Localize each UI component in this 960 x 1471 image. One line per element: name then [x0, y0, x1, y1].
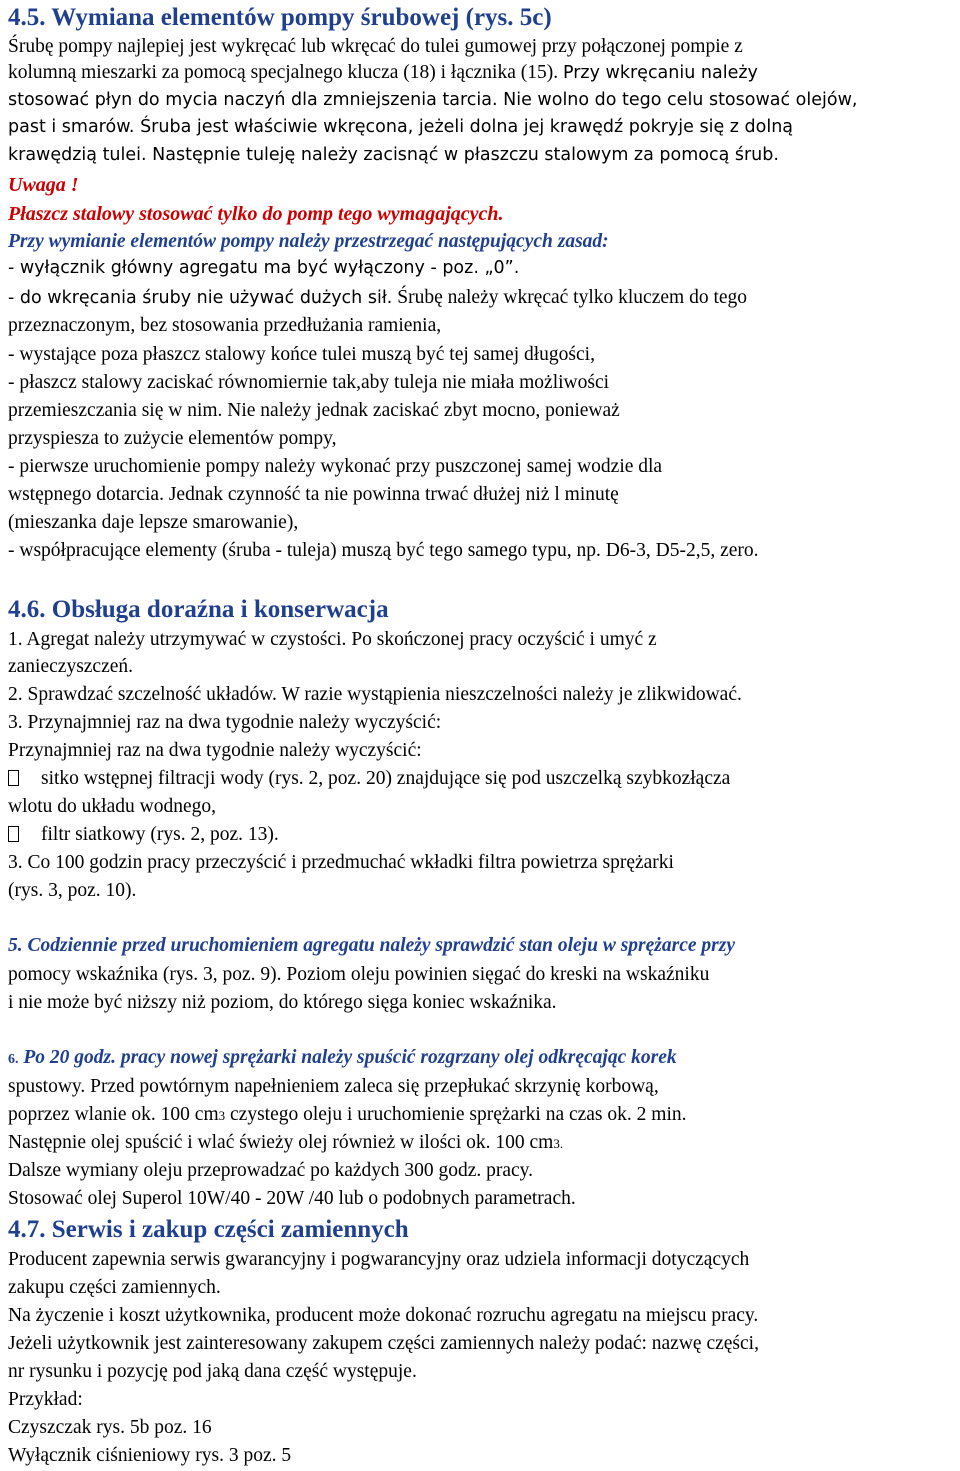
superscript-3: 3	[218, 1108, 226, 1123]
item6-line	[8, 1048, 677, 1068]
text-line: Przynajmniej raz na dwa tygodnie należy wyczyścić:	[8, 740, 422, 761]
rule-line	[8, 401, 620, 421]
text-line	[8, 119, 793, 137]
rule-line: - płaszcz stalowy zaciskać równomiernie tak,aby tuleja nie miała możliwości	[8, 372, 610, 393]
text-span: Jednak czynność ta nie powinna trwać dłużej niż l minutę	[168, 484, 619, 505]
bullet-line	[8, 769, 730, 789]
text-span: pomocy wskaźnika (rys. 3, poz. 9).	[8, 964, 282, 985]
text-line: nr rysunku i pozycję pod jaką dana część występuje.	[8, 1361, 417, 1382]
text-span: filtr siatkowy (rys. 2, poz. 13).	[41, 824, 279, 845]
text-span: Następnie olej spuścić i wlać świeży olej również w ilości ok. 100 cm	[8, 1132, 554, 1153]
item6-bold: Po 20 godz. pracy nowej sprężarki należy spuścić rozgrzany olej odkręcając korek	[23, 1047, 677, 1068]
text-line: Dalsze wymiany oleju przeprowadzać po każdych 300 godz. pracy.	[8, 1160, 534, 1181]
text-line: Jeżeli użytkownik jest zainteresowany zakupem części zamiennych należy podać: nazwę części,	[8, 1333, 759, 1354]
text-span: poprzez wlanie ok. 100 cm	[8, 1104, 219, 1125]
rule-line: przyspiesza to zużycie elementów pompy,	[8, 428, 337, 449]
text-line	[8, 1133, 563, 1153]
text-line	[8, 63, 758, 83]
checkbox-bullet-icon	[8, 826, 19, 842]
rule-line: - pierwsze uruchomienie pompy należy wykonać przy puszczonej samej wodzie dla	[8, 456, 663, 477]
item6-number: 6.	[8, 1052, 19, 1067]
text-span: Śrubę należy wkręcać tylko kluczem do tego	[397, 287, 748, 308]
text-span: 2. Sprawdzać szczelność układów.	[8, 684, 277, 705]
text-line: (rys. 3, poz. 10).	[8, 880, 137, 901]
text-span: przemieszczania się w nim.	[8, 400, 223, 421]
rule-line: - współpracujące elementy (śruba - tuleja) muszą być tego samego typu, np. D6-3, D5-2,5, zero.	[8, 540, 759, 561]
warning-text: Płaszcz stalowy stosować tylko do pomp tego wymagających.	[8, 203, 504, 225]
text-span: stosować płyn do mycia naczyń dla zmniejszenia tarcia.	[8, 90, 498, 110]
text-line: wlotu do układu wodnego,	[8, 796, 216, 817]
text-line: 3. Przynajmniej raz na dwa tygodnie należy wyczyścić:	[8, 712, 442, 733]
text-span: czystego oleju i uruchomienie sprężarki na czas ok. 2 min.	[225, 1104, 687, 1125]
bullet-line	[8, 825, 279, 845]
rule-line: przeznaczonym, bez stosowania przedłużania ramienia,	[8, 315, 442, 336]
text-span: 1. Agregat należy utrzymywać w czystości.	[8, 629, 347, 650]
text-line	[8, 965, 709, 985]
rules-intro: Przy wymianie elementów pompy należy przestrzegać następujących zasad:	[8, 231, 609, 252]
text-span: Po skończonej pracy oczyścić i umyć z	[351, 629, 657, 650]
text-line	[8, 1105, 687, 1125]
text-line	[8, 685, 742, 705]
text-span: - do wkręcania śruby nie używać dużych sił.	[8, 288, 393, 308]
rule-line	[8, 288, 747, 308]
text-line	[8, 92, 857, 110]
text-line: zakupu części zamiennych.	[8, 1277, 221, 1298]
text-span: sitko wstępnej filtracji wody (rys. 2, poz. 20) znajdujące się pod uszczelką szybkozłącza	[41, 768, 731, 789]
text-span: Nie wolno do tego celu stosować olejów,	[503, 90, 858, 110]
text-line: Na życzenie i koszt użytkownika, producent może dokonać rozruchu agregatu na miejscu pracy.	[8, 1305, 759, 1326]
text-span: kolumną mieszarki za pomocą specjalnego klucza (18) i łącznika (15).	[8, 62, 559, 83]
text-span: past i smarów.	[8, 117, 135, 137]
rule-line	[8, 485, 619, 505]
superscript-3: 3.	[553, 1136, 564, 1151]
text-line: krawędzią tulei. Następnie tuleję należy zacisnąć w płaszczu stalowym za pomocą śrub.	[8, 145, 779, 165]
checkbox-bullet-icon	[8, 770, 19, 786]
text-span: Poziom oleju powinien sięgać do kreski na wskaźniku	[286, 964, 710, 985]
text-line: Śrubę pompy najlepiej jest wykręcać lub wkręcać do tulei gumowej przy połączonej pompie z	[8, 36, 743, 57]
text-line: Czyszczak rys. 5b poz. 16	[8, 1417, 212, 1438]
text-span: wstępnego dotarcia.	[8, 484, 164, 505]
rule-line: - wyłącznik główny agregatu ma być wyłączony - poz. „0”.	[8, 258, 520, 278]
text-line: Wyłącznik ciśnieniowy rys. 3 poz. 5	[8, 1445, 292, 1466]
section-heading-4-5: 4.5. Wymiana elementów pompy śrubowej (rys. 5c)	[8, 4, 552, 31]
text-span: Nie należy jednak zaciskać zbyt mocno, ponieważ	[227, 400, 620, 421]
text-span: W razie wystąpienia nieszczelności należy je zlikwidować.	[281, 684, 742, 705]
section-heading-4-6: 4.6. Obsługa doraźna i konserwacja	[8, 596, 389, 623]
text-line: zanieczyszczeń.	[8, 656, 134, 677]
text-line: i nie może być niższy niż poziom, do którego sięga koniec wskaźnika.	[8, 992, 557, 1013]
text-line: Producent zapewnia serwis gwarancyjny i pogwarancyjny oraz udziela informacji dotyczących	[8, 1249, 750, 1270]
text-line: Stosować olej Superol 10W/40 - 20W /40 lub o podobnych parametrach.	[8, 1188, 576, 1209]
text-span: Przy wkręcaniu należy	[562, 63, 758, 83]
warning-title: Uwaga !	[8, 174, 79, 196]
text-line: Przykład:	[8, 1389, 83, 1410]
rule-line: (mieszanka daje lepsze smarowanie),	[8, 512, 299, 533]
item5-bold: 5. Codziennie przed uruchomieniem agregatu należy sprawdzić stan oleju w sprężarce przy	[8, 935, 735, 956]
rule-line: - wystające poza płaszcz stalowy końce tulei muszą być tej samej długości,	[8, 344, 595, 365]
section-heading-4-7: 4.7. Serwis i zakup części zamiennych	[8, 1216, 409, 1243]
text-line: 3. Co 100 godzin pracy przeczyścić i przedmuchać wkładki filtra powietrza sprężarki	[8, 852, 674, 873]
text-line	[8, 630, 657, 650]
text-span: Śruba jest właściwie wkręcona, jeżeli dolna jej krawędź pokryje się z dolną	[140, 117, 794, 137]
text-line: spustowy. Przed powtórnym napełnieniem zaleca się przepłukać skrzynię korbową,	[8, 1076, 659, 1097]
